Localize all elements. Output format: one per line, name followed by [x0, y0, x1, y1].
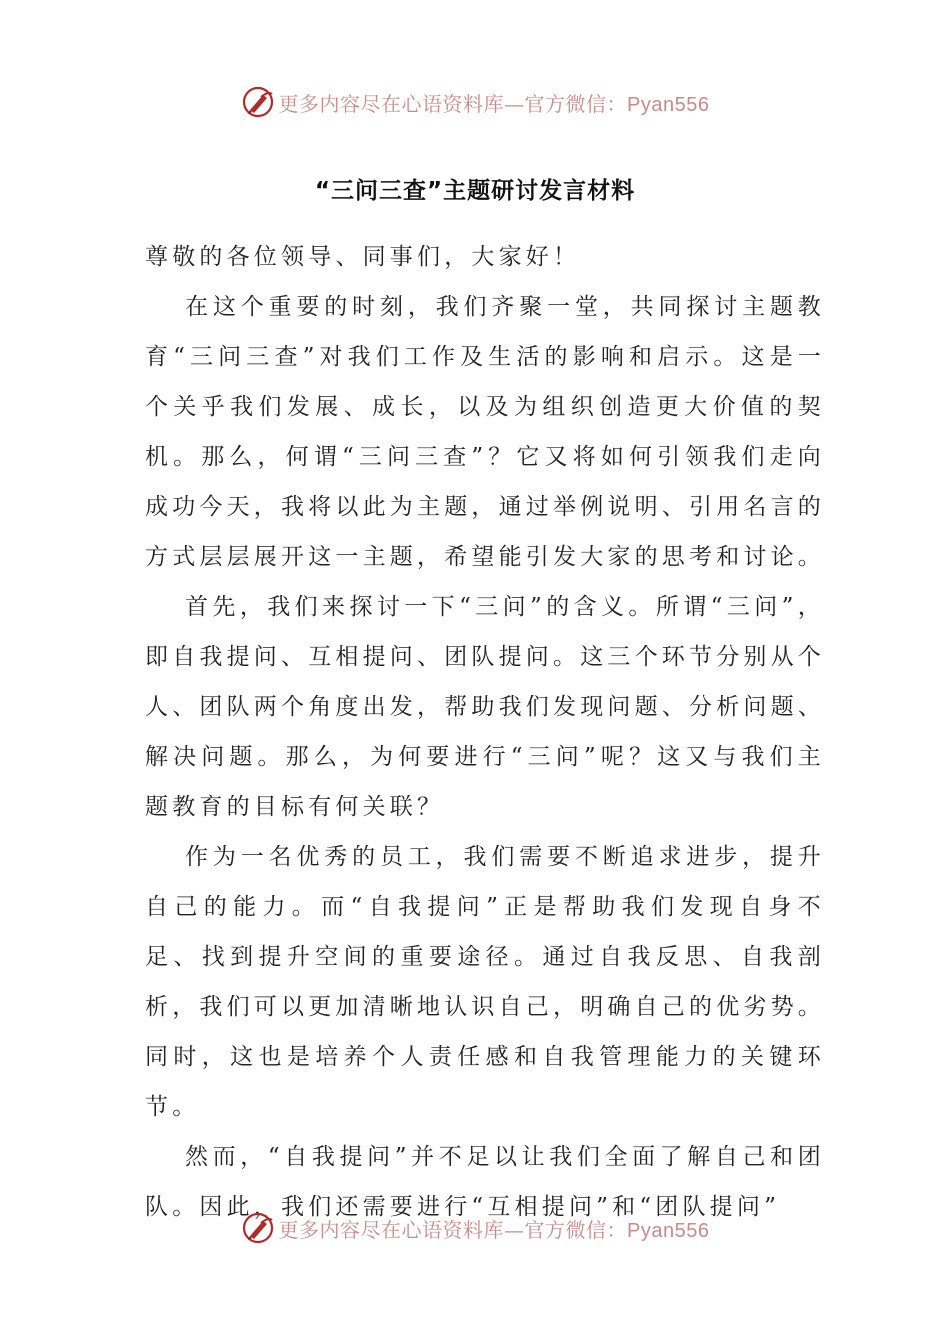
paragraph-1: 在这个重要的时刻，我们齐聚一堂，共同探讨主题教育“三问三查”对我们工作及生活的影响和启示。这是一个关乎我们发展、成长，以及为组织创造更大价值的契机。那么，何谓“三问三查”？它又将如何引领我们走向成功今天，我将以此为主题，通过举例说明、引用名言的方式层层展开这一主题，希望能引发大家的思考和讨论。: [145, 294, 825, 570]
banner-text: [279, 88, 710, 117]
banner-wechat-id: Pyan556: [627, 93, 710, 116]
banner-wechat-id: Pyan556: [627, 1219, 710, 1242]
document-body: [145, 232, 825, 1232]
banner-text-main: 更多内容尽在心语资料库—官方微信：: [278, 1217, 628, 1242]
banner-text-main: 更多内容尽在心语资料库—官方微信：: [278, 91, 628, 116]
footer-banner: [0, 1208, 950, 1248]
paragraph-4: 然而，“自我提问”并不足以让我们全面了解自己和团队。因此，我们还需要进行“互相提问”和“团队提问”: [145, 1144, 825, 1220]
paragraph-3: 作为一名优秀的员工，我们需要不断追求进步，提升自己的能力。而“自我提问”正是帮助我们发现自身不足、找到提升空间的重要途径。通过自我反思、自我剖析，我们可以更加清晰地认识自己，明确自己的优劣势。同时，这也是培养个人责任感和自我管理能力的关键环节。: [145, 844, 825, 1120]
pen-logo-icon: [241, 85, 275, 119]
header-banner: [0, 82, 950, 122]
paragraph-2: 首先，我们来探讨一下“三问”的含义。所谓“三问”，即自我提问、互相提问、团队提问。这三个环节分别从个人、团队两个角度出发，帮助我们发现问题、分析问题、解决问题。那么，为何要进行“三问”呢？这又与我们主题教育的目标有何关联？: [145, 594, 825, 820]
banner-text: [279, 1214, 710, 1243]
pen-logo-icon: [241, 1211, 275, 1245]
banner-content: [241, 1211, 710, 1245]
document-title: “三问三查”主题研讨发言材料: [314, 178, 636, 204]
greeting: 尊敬的各位领导、同事们，大家好！: [145, 244, 581, 270]
banner-content: [241, 85, 710, 119]
